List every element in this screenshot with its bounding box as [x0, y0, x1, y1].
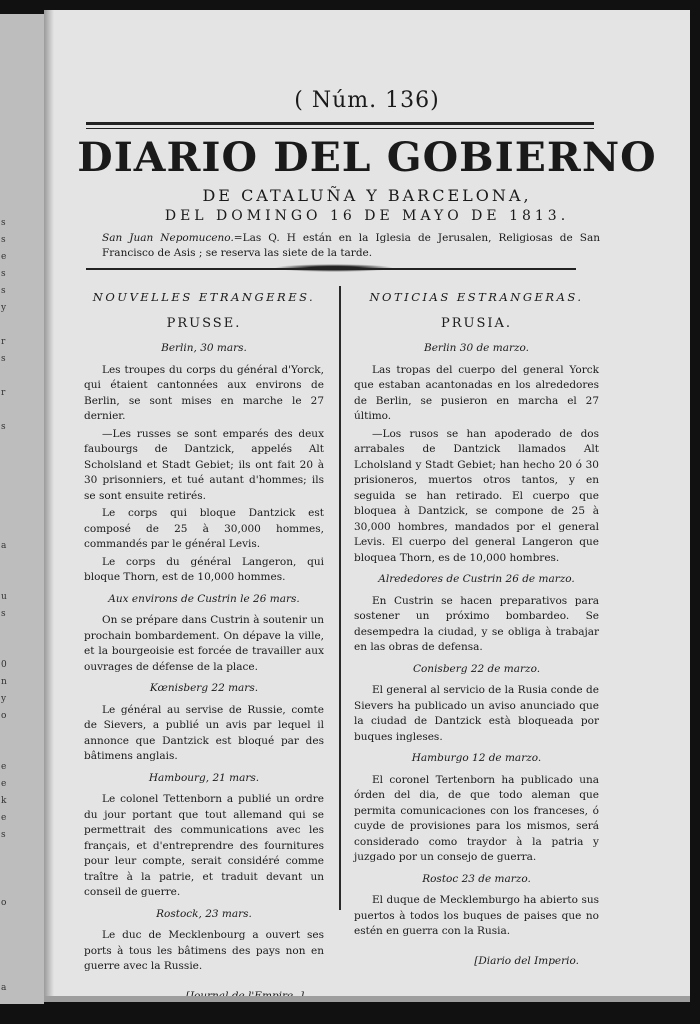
- article-paragraph: El duque de Mecklemburgo ha abierto sus puertos à todos los buques de paises que no estén en guerra con la Rusia.: [354, 894, 599, 937]
- header-rule-thin: [86, 128, 594, 129]
- dateline: Rostock, 23 mars.: [156, 907, 252, 920]
- saint-of-day-notice: [102, 231, 600, 261]
- article-paragraph: —Les russes se sont emparés des deux faubourgs de Dantzick, appelés Alt Scholsland et Stadt Gebiet; ils ont fait 20 à 30 prisonniers, et tué autant d'hommes; ils se sont ensuite retirés.: [84, 427, 324, 502]
- dateline: Conisberg 22 de marzo.: [412, 662, 541, 675]
- newspaper-page: [44, 10, 690, 1002]
- spanish-column-heading: NOTICIAS ESTRANGERAS.: [369, 290, 584, 304]
- article-paragraph: Le colonel Tettenborn a publié un ordre du jour portant que tout allemand qui se permettrait des communications avec les français, et d'entreprendre des fournitures pour leur compte, serait considéré comme traître à la patrie, et traduit devant un conseil de guerre.: [84, 793, 324, 898]
- dateline: Rostoc 23 de marzo.: [422, 872, 531, 885]
- article-paragraph: Le corps du général Langeron, qui bloque Thorn, est de 10,000 hommes.: [84, 555, 324, 583]
- spanish-column: [354, 290, 599, 969]
- dateline: Kœnisberg 22 mars.: [149, 682, 259, 694]
- column-divider: [339, 286, 341, 910]
- article-paragraph: On se prépare dans Custrin à soutenir un prochain bombardement. On dépave la ville, et la bourgeoisie est forcée de travailler aux ouvrages de défense de la place.: [84, 614, 324, 673]
- header-rule-thick: [86, 122, 594, 125]
- dateline: Berlin, 30 mars.: [161, 342, 247, 354]
- article-paragraph: —Los rusos se han apoderado de dos arrabales de Dantzick llamados Alt Lcholsland y Stadt Gebiet; han hecho 20 ó 30 prisioneros, muertos otros tantos, y en seguida se han retirado. El cuerpo que bloquea à Dantzick, se compone de 25 à 30,000 hombres, mandados por el general Levis. El cuerpo del general Langeron que bloquea Thorn, es de 10,000 hombres.: [354, 427, 599, 564]
- article-paragraph: Le corps qui bloque Dantzick est composé de 25 à 30,000 hommes, commandés par le général Levis.: [84, 507, 324, 550]
- dateline: Hambourg, 21 mars.: [148, 771, 260, 784]
- dateline: Alrededores de Custrin 26 de marzo.: [378, 573, 575, 585]
- article-paragraph: Le duc de Mecklenbourg a ouvert ses ports à tous les bâtimens des pays non en guerre avec la Russie.: [84, 929, 324, 972]
- masthead-subtitle: DE CATALUÑA Y BARCELONA,: [202, 186, 532, 205]
- article-paragraph: En Custrin se hacen preparativos para sostener un próximo bombardeo. Se desempedra la ciudad, y se obliga à trabajar en las obras de defensa.: [354, 594, 599, 653]
- issue-date: DEL DOMINGO 16 DE MAYO DE 1813.: [164, 208, 570, 224]
- divider-ornament: [274, 264, 394, 272]
- french-column: [84, 290, 324, 1004]
- article-paragraph: El general al servicio de la Rusia conde de Sievers ha publicado un aviso anunciado que la ciudad de Dantzick està bloqueada por buques ingleses.: [354, 684, 599, 743]
- dateline: Berlin 30 de marzo.: [424, 342, 529, 354]
- french-column-heading: NOUVELLES ETRANGERES.: [92, 290, 316, 304]
- article-paragraph: El coronel Tertenborn ha publicado una órden del dia, de que todo aleman que permita comunicaciones con los franceses, ó cuyde de provisiones para los mismos, será considerado como traydor à la patria y juzgado por un consejo de guerra.: [354, 773, 599, 863]
- saint-notice-text: =Las Q. H están en la Iglesia de Jerusalen, Religiosas de San Francisco de Asis ; se reserva las siete de la tarde.: [102, 232, 600, 259]
- source-citation: [Diario del Imperio.: [474, 954, 579, 967]
- article-paragraph: Las tropas del cuerpo del general Yorck que estaban acantonadas en los alrededores de Berlin, se pusieron en marcha el 27 último.: [354, 363, 599, 422]
- saint-name: San Juan Nepomuceno.: [102, 232, 234, 244]
- dateline: Hamburgo 12 de marzo.: [411, 752, 542, 764]
- page-bottom-edge: [44, 996, 690, 1002]
- issue-number: ( Núm. 136): [294, 88, 440, 113]
- french-country-heading: PRUSSE.: [166, 315, 242, 331]
- adjacent-page-margin-text: s s e s s y r s r s a u s 0 n y o e e k e s o a: [1, 218, 7, 993]
- dateline: Aux environs de Custrin le 26 mars.: [108, 592, 300, 605]
- spanish-country-heading: PRUSIA.: [440, 315, 513, 331]
- article-paragraph: Le général au servise de Russie, comte de Sievers, a publié un avis par lequel il annonce que Dantzick est bloqué par des bâtimens anglais.: [84, 703, 324, 762]
- masthead-title: DIARIO DEL GOBIERNO: [77, 134, 657, 181]
- article-paragraph: Les troupes du corps du général d'Yorck, qui étaient cantonnées aux environs de Berlin, se sont mises en marche le 27 dernier.: [84, 363, 324, 422]
